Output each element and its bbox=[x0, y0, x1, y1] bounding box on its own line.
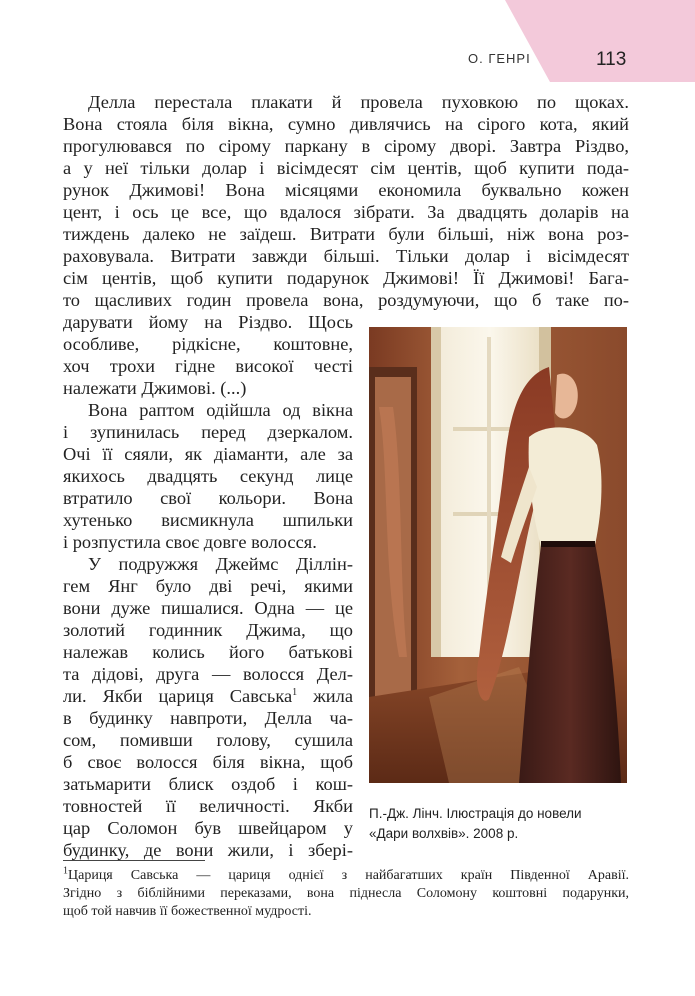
text-line: затьмарити блиск оздоб і кош- bbox=[63, 774, 353, 794]
text-line: і розпустила своє довге волосся. bbox=[63, 532, 317, 552]
savska-text: ли. Якби цариця Савська bbox=[63, 686, 293, 706]
text-line: а у неї тільки долар і вісімдесят сім центів, щоб купити пода- bbox=[63, 158, 629, 178]
running-header-author: О. ГЕНРІ bbox=[468, 51, 531, 66]
text-line: і зупинилась перед дзеркалом. bbox=[63, 422, 353, 442]
text-line: товностей її величності. Якби bbox=[63, 796, 353, 816]
text-line: то щасливих годин провела вона, роздумуючи, що б таке по- bbox=[63, 290, 629, 310]
text-line: раховувала. Витрати завжди більші. Тільки долар і вісімдесят bbox=[63, 246, 629, 266]
footnote-marker: 1 bbox=[63, 865, 68, 877]
footnote-divider bbox=[63, 860, 205, 861]
footnote-line: щоб той навчив її божественної мудрості. bbox=[63, 904, 312, 919]
page-number: 113 bbox=[596, 49, 627, 70]
text-line: рунок Джимові! Вона місяцями економила буквально кожен bbox=[63, 180, 629, 200]
text-line: Вона раптом одійшла од вікна bbox=[88, 400, 353, 420]
text-line: цент, і ось це все, що вдалося зібрати. За двадцять доларів на bbox=[63, 202, 629, 222]
paragraph-1 bbox=[63, 91, 629, 311]
text-line: золотий годинник Джима, що bbox=[63, 620, 353, 640]
text-line: гем Янг було дві речі, якими bbox=[63, 576, 353, 596]
paragraph-2 bbox=[63, 399, 353, 553]
text-line: якихось двадцять секунд лице bbox=[63, 466, 353, 486]
text-line: в будинку навпроти, Делла ча- bbox=[63, 708, 353, 728]
text-line: вони дуже пишалися. Одна — це bbox=[63, 598, 353, 618]
text-line: прогулювався по сірому паркану в сірому дворі. Завтра Різдво, bbox=[63, 136, 629, 156]
text-line: та дідові, друга — волосся Дел- bbox=[63, 664, 353, 684]
text-line: особливе, рідкісне, коштовне, bbox=[63, 334, 353, 354]
text-line: цар Соломон був швейцаром у bbox=[63, 818, 353, 838]
footnote-ref[interactable]: 1 bbox=[292, 686, 298, 698]
footnote-line bbox=[63, 867, 629, 885]
text-line: б своє волосся біля вікна, щоб bbox=[63, 752, 353, 772]
text-line: хутенько висмикнула шпильки bbox=[63, 510, 353, 530]
text-line: хоч трохи гідне високої честі bbox=[63, 356, 353, 376]
paragraph-3 bbox=[63, 553, 353, 861]
text-line: Вона стояла біля вікна, сумно дивлячись на сірого кота, який bbox=[63, 114, 629, 134]
savska-text-after: жила bbox=[297, 686, 353, 706]
text-line: сом, помивши голову, сушила bbox=[63, 730, 353, 750]
illustration-artwork bbox=[369, 327, 627, 783]
text-line: втратило свої кольори. Вона bbox=[63, 488, 353, 508]
text-line: сім центів, щоб купити подарунок Джимові! Її Джимові! Бага- bbox=[63, 268, 629, 288]
text-line-with-footnote bbox=[63, 685, 353, 707]
illustration-caption bbox=[369, 804, 639, 844]
text-line: Делла перестала плакати й провела пуховкою по щоках. bbox=[88, 92, 629, 112]
caption-line: П.-Дж. Лінч. Ілюстрація до новели bbox=[369, 806, 582, 821]
illustration-woman-at-window bbox=[369, 327, 627, 783]
text-line: Очі її сяяли, як діаманти, але за bbox=[63, 444, 353, 464]
text-line: належати Джимові. (...) bbox=[63, 378, 247, 398]
footnote-line: Згідно з біблійними переказами, вона піднесла Соломону коштовні подарунки, bbox=[63, 886, 629, 901]
text-line: будинку, де вони жили, і збері- bbox=[63, 840, 353, 860]
text-line: належав колись його батькові bbox=[63, 642, 353, 662]
footnote-text: Цариця Савська — цариця однієї з найбагатших країн Південної Аравії. bbox=[68, 868, 629, 883]
paragraph-1-continued bbox=[63, 311, 353, 399]
footnote bbox=[63, 867, 629, 921]
text-line: дарувати йому на Різдво. Щось bbox=[63, 312, 353, 332]
text-line: У подружжя Джеймс Діллін- bbox=[88, 554, 353, 574]
text-line: тиждень далеко не заїдеш. Витрати були більші, ніж вона роз- bbox=[63, 224, 629, 244]
caption-line: «Дари волхвів». 2008 р. bbox=[369, 826, 519, 841]
